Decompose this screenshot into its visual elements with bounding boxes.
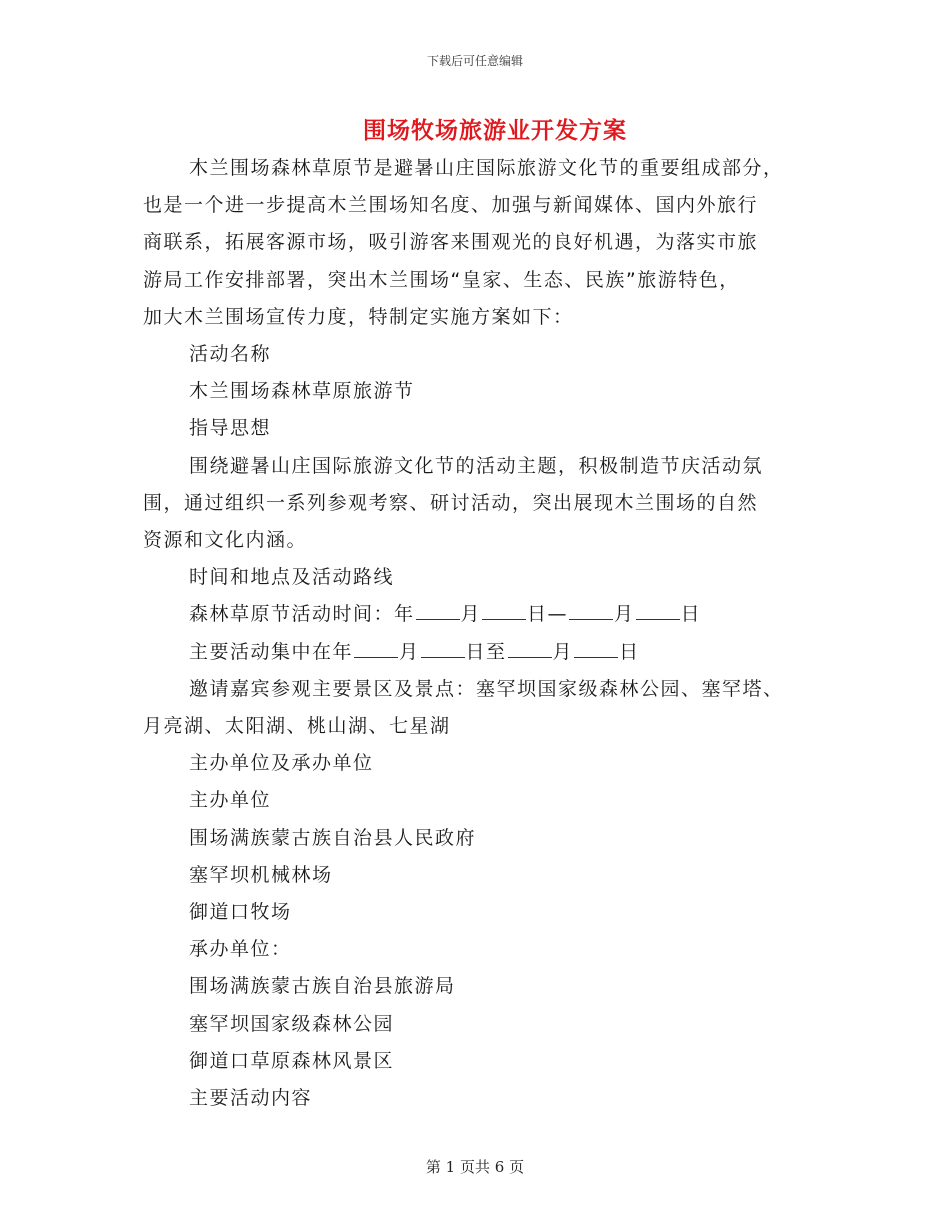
blank-field <box>421 639 465 658</box>
main-month2: 月 <box>552 640 574 663</box>
blank-field <box>354 639 398 658</box>
spots-paragraph <box>143 671 811 745</box>
document-title: 围场牧场旅游业开发方案 <box>363 118 627 144</box>
spots-line: 邀请嘉宾参观主要景区及景点：塞罕坝国家级森林公园、塞罕塔、 <box>189 677 784 700</box>
main-month1: 月 <box>399 640 420 663</box>
undertaker-item: 围场满族蒙古族自治县旅游局 <box>189 975 456 998</box>
intro-paragraph <box>143 150 811 336</box>
host-item: 塞罕坝机械林场 <box>189 863 333 886</box>
festival-day2: 日 <box>680 603 702 626</box>
intro-line: 也是一个进一步提高木兰围场知名度、加强与新闻媒体、国内外旅行 <box>143 194 759 217</box>
host-item: 围场满族蒙古族自治县人民政府 <box>189 826 477 849</box>
festival-time-label: 森林草原节活动时间：年 <box>189 603 415 626</box>
guiding-heading: 指导思想 <box>189 417 272 440</box>
spots-line: 月亮湖、太阳湖、桃山湖、七星湖 <box>143 715 451 738</box>
intro-line: 游局工作安排部署，突出木兰围场“皇家、生态、民族”旅游特色， <box>143 268 740 291</box>
guiding-line: 围，通过组织一系列参观考察、研讨活动，突出展现木兰围场的自然 <box>143 491 759 514</box>
organizers-heading: 主办单位及承办单位 <box>189 752 374 775</box>
blank-field <box>574 639 618 658</box>
main-day1: 日至 <box>465 640 507 663</box>
guiding-line: 围绕避暑山庄国际旅游文化节的活动主题，积极制造节庆活动氛 <box>189 454 764 477</box>
main-time-label: 主要活动集中在年 <box>189 640 354 663</box>
activity-name-heading: 活动名称 <box>189 343 272 366</box>
festival-day1: 日— <box>527 603 569 626</box>
guiding-line: 资源和文化内涵。 <box>143 529 308 552</box>
undertaker-item: 塞罕坝国家级森林公园 <box>189 1012 395 1035</box>
festival-time-line <box>143 596 811 633</box>
page-footer: 第 1 页共 6 页 <box>425 1158 525 1176</box>
intro-line: 加大木兰围场宣传力度，特制定实施方案如下： <box>143 305 574 328</box>
document-body <box>143 150 811 1117</box>
header-note: 下载后可任意编辑 <box>426 54 523 68</box>
festival-month2: 月 <box>614 603 635 626</box>
undertaker-item: 御道口草原森林风景区 <box>189 1049 395 1072</box>
intro-line: 木兰围场森林草原节是避暑山庄国际旅游文化节的重要组成部分， <box>189 157 784 179</box>
blank-field <box>482 601 526 620</box>
blank-field <box>416 601 460 620</box>
blank-field <box>508 639 552 658</box>
main-day2: 日 <box>619 640 640 663</box>
host-item: 御道口牧场 <box>189 901 292 924</box>
content-heading: 主要活动内容 <box>189 1087 313 1110</box>
time-heading: 时间和地点及活动路线 <box>189 566 395 589</box>
festival-month1: 月 <box>460 603 482 626</box>
intro-line: 商联系，拓展客源市场，吸引游客来围观光的良好机遇，为落实市旅 <box>143 231 759 254</box>
blank-field <box>636 601 680 620</box>
undertaker-heading: 承办单位： <box>189 938 292 961</box>
guiding-paragraph <box>143 448 811 560</box>
activity-name: 木兰围场森林草原旅游节 <box>189 380 415 403</box>
blank-field <box>569 601 613 620</box>
main-time-line <box>143 634 811 671</box>
host-heading: 主办单位 <box>189 789 272 812</box>
